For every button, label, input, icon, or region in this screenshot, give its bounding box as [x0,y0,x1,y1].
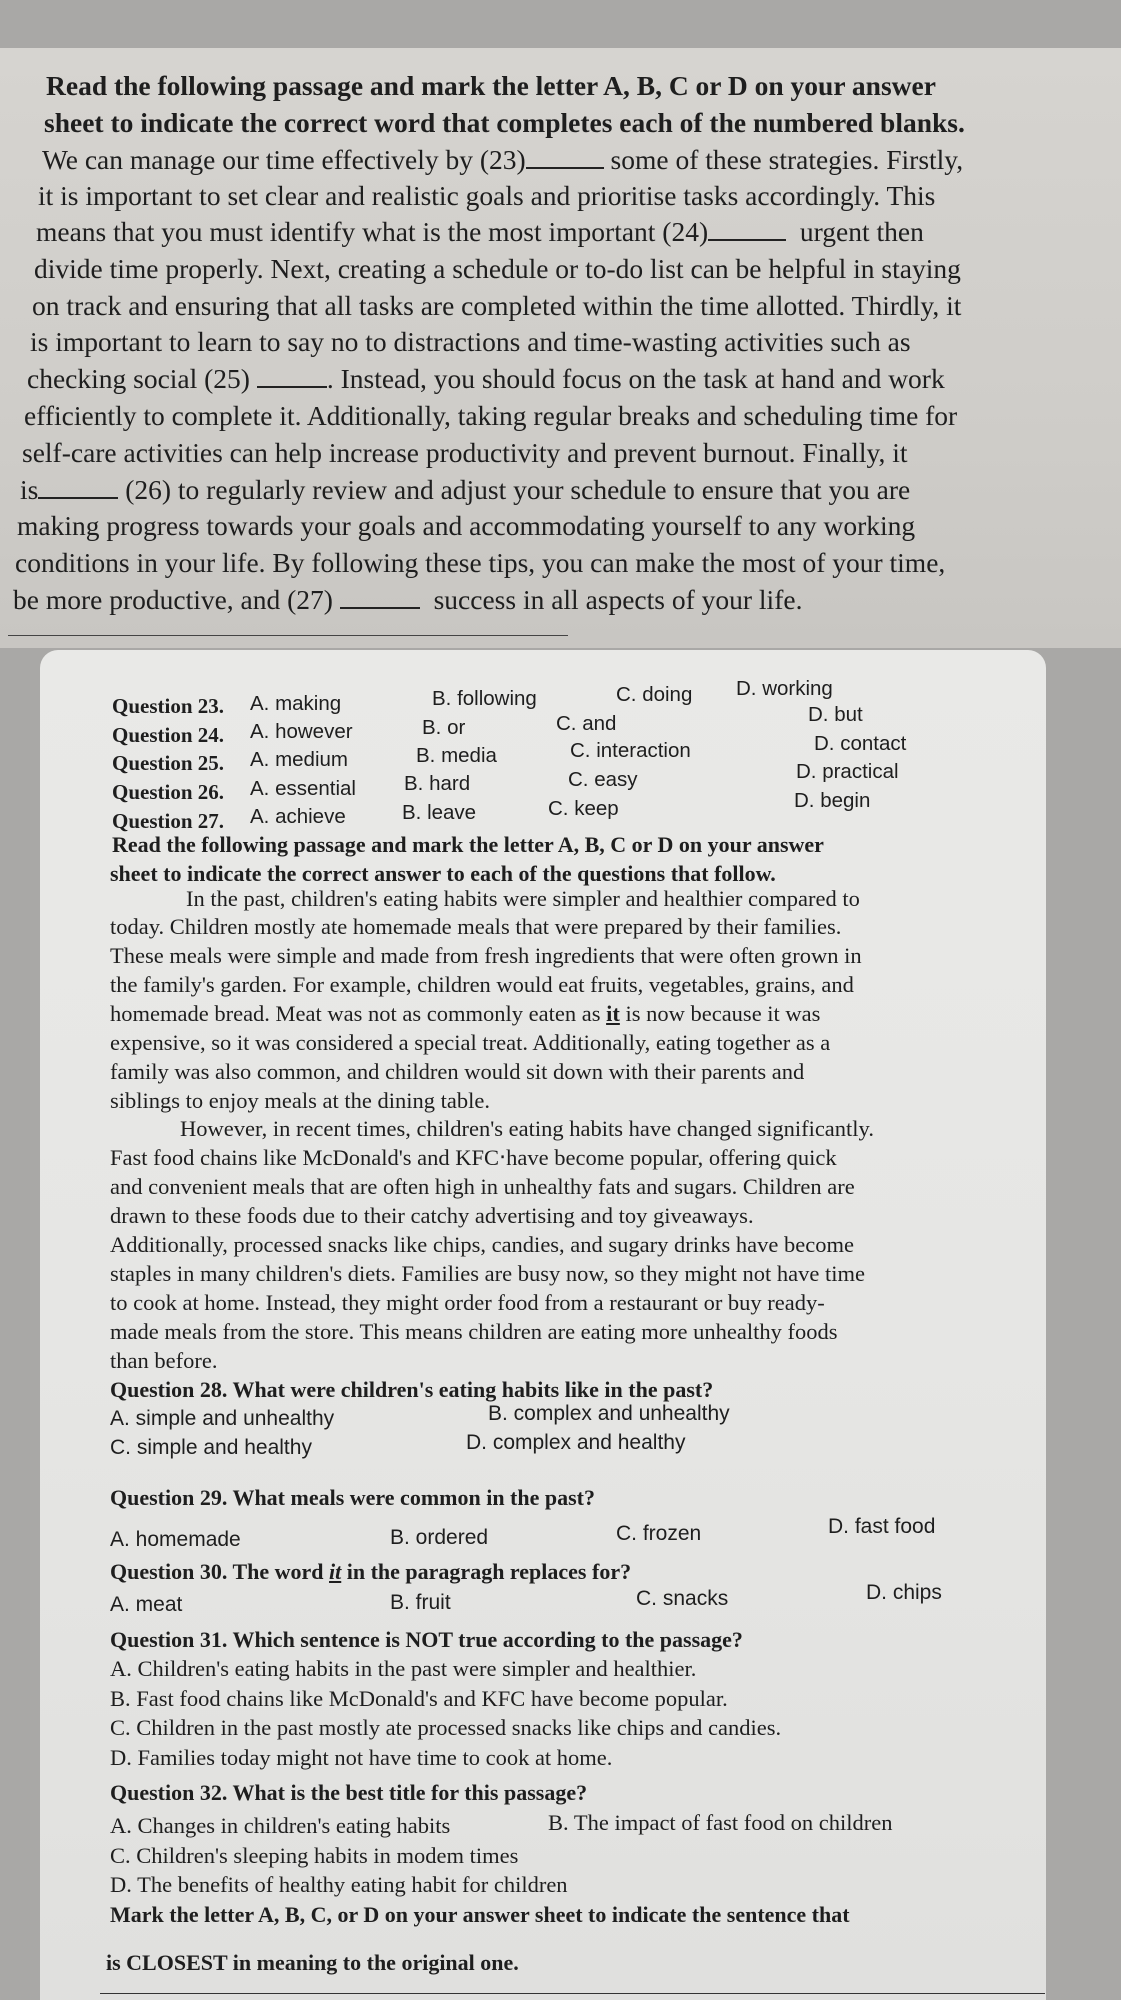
instruction-line-2: sheet to indicate the correct word that completes each of the numbered blanks. [44,107,965,138]
passage-line: divide time properly. Next, creating a schedule or to-do list can be helpful in staying [34,253,961,284]
passage-line: family was also common, and children would sit down with their parents and [110,1059,805,1084]
q31-option-d: D. Families today might not have time to cook at home. [110,1745,613,1770]
blank-23 [526,145,604,169]
instruction-line-1: Read the following passage and mark the letter A, B, C or D on your answer [112,832,824,857]
passage-line: and convenient meals that are often high in unhealthy fats and sugars. Children are [110,1174,855,1199]
passage-line: Additionally, processed snacks like chips, candies, and sugary drinks have become [110,1232,854,1257]
passage-line: drawn to these foods due to their catchy advertising and toy giveaways. [110,1203,754,1228]
q25-option-c: C. interaction [570,739,691,762]
passage-line: In the past, children's eating habits were simpler and healthier compared to [186,886,860,911]
q29-option-d: D. fast food [828,1515,936,1538]
q23-option-a: A. making [250,692,342,715]
q32-option-c: C. Children's sleeping habits in modem times [110,1843,519,1868]
passage-line: These meals were simple and made from fresh ingredients that were often grown in [110,943,862,968]
question-25-label: Question 25. [112,751,225,775]
q28-option-c: C. simple and healthy [110,1436,312,1459]
divider [100,1993,1045,1994]
q24-option-a: A. however [250,720,353,743]
question-32-stem: Question 32. What is the best title for this passage? [110,1780,588,1805]
passage-line: made meals from the store. This means children are eating more unhealthy foods [110,1319,838,1344]
question-27-label: Question 27. [112,809,225,833]
instruction-line-1: Mark the letter A, B, C, or D on your answer sheet to indicate the sentence that [110,1902,850,1927]
instruction-line-1: Read the following passage and mark the letter A, B, C or D on your answer [46,70,936,101]
instruction-line-2: is CLOSEST in meaning to the original one. [106,1950,519,1975]
passage-line: efficiently to complete it. Additionally, taking regular breaks and scheduling time for [24,400,958,431]
q27-option-a: A. achieve [250,805,346,828]
q31-option-b: B. Fast food chains like McDonald's and KFC have become popular. [110,1686,728,1711]
q32-option-d: D. The benefits of healthy eating habit for children [110,1872,568,1897]
q32-option-b: B. The impact of fast food on children [548,1810,893,1835]
question-24-label: Question 24. [112,723,225,747]
q25-option-b: B. media [416,744,497,767]
q26-option-b: B. hard [404,772,471,795]
q24-option-c: C. and [556,712,617,735]
passage-line: is important to learn to say no to distractions and time-wasting activities such as [30,326,911,357]
q31-option-a: A. Children's eating habits in the past were simpler and healthier. [110,1656,697,1681]
q30-option-c: C. snacks [636,1587,729,1610]
q31-option-c: C. Children in the past mostly ate processed snacks like chips and candies. [110,1715,782,1740]
passage-line: expensive, so it was considered a special treat. Additionally, eating together as a [110,1030,831,1055]
blank-24 [708,217,786,241]
q30-option-b: B. fruit [390,1591,451,1614]
question-29-stem: Question 29. What meals were common in the past? [110,1485,596,1510]
q27-option-d: D. begin [794,789,871,812]
passage-line: checking social (25) . Instead, you should focus on the task at hand and work [27,363,945,394]
passage-line: today. Children mostly ate homemade meals that were prepared by their families. [110,914,842,939]
referenced-word: it [606,1001,620,1026]
q24-option-d: D. but [808,703,863,726]
q24-option-b: B. or [422,716,466,739]
blank-27 [340,585,420,609]
passage-line: on track and ensuring that all tasks are completed within the time allotted. Thirdly, it [32,290,962,321]
q23-option-c: C. doing [616,683,693,706]
q27-option-b: B. leave [402,801,477,824]
q30-option-a: A. meat [110,1593,183,1616]
passage-line: self-care activities can help increase productivity and prevent burnout. Finally, it [22,437,908,468]
q32-option-a: A. Changes in children's eating habits [110,1813,451,1838]
passage-line: making progress towards your goals and accommodating yourself to any working [17,510,916,541]
passage-line: to cook at home. Instead, they might order food from a restaurant or buy ready- [110,1290,825,1315]
question-23-label: Question 23. [112,694,225,718]
passage-line: be more productive, and (27) success in all aspects of your life. [13,584,803,615]
q29-option-b: B. ordered [390,1526,489,1549]
blank-26 [38,475,118,499]
passage-line: However, in recent times, children's eating habits have changed significantly. [180,1116,874,1141]
q29-option-c: C. frozen [616,1522,702,1545]
q23-option-d: D. working [736,677,833,700]
passage-line: staples in many children's diets. Families are busy now, so they might not have time [110,1261,865,1286]
q26-option-a: A. essential [250,777,356,800]
q28-option-a: A. simple and unhealthy [110,1407,335,1430]
q29-option-a: A. homemade [110,1528,241,1551]
passage-line: homemade bread. Meat was not as commonly eaten as it is now because it was [110,1001,821,1026]
passage-line: is (26) to regularly review and adjust your schedule to ensure that you are [20,474,911,505]
passage-line: Fast food chains like McDonald's and KFC‧have become popular, offering quick [110,1145,837,1170]
q30-option-d: D. chips [866,1581,942,1604]
passage-line: We can manage our time effectively by (23) some of these strategies. Firstly, [42,144,964,175]
q28-option-b: B. complex and unhealthy [488,1402,730,1425]
question-28-stem: Question 28. What were children's eating habits like in the past? [110,1377,714,1402]
divider [8,635,568,636]
passage-line: it is important to set clear and realistic goals and prioritise tasks accordingly. This [38,180,936,211]
referenced-word: it [329,1559,342,1584]
passage-line: siblings to enjoy meals at the dining table. [110,1088,490,1113]
passage-line: means that you must identify what is the most important (24) urgent then [36,216,924,247]
passage-line: conditions in your life. By following these tips, you can make the most of your time, [15,547,946,578]
q25-option-d: D. contact [814,732,907,755]
passage-line: the family's garden. For example, children would eat fruits, vegetables, grains, and [110,972,854,997]
blank-25 [257,364,327,388]
passage-line: than before. [110,1348,218,1373]
q27-option-c: C. keep [548,797,619,820]
q28-option-d: D. complex and healthy [466,1431,686,1454]
question-26-label: Question 26. [112,780,225,804]
q26-option-c: C. easy [568,768,638,791]
question-31-stem: Question 31. Which sentence is NOT true according to the passage? [110,1627,743,1652]
q26-option-d: D. practical [796,760,899,783]
instruction-line-2: sheet to indicate the correct answer to each of the questions that follow. [110,861,776,886]
q23-option-b: B. following [432,687,537,710]
question-30-stem: Question 30. The word it in the paragragh replaces for? [110,1559,632,1584]
q25-option-a: A. medium [250,748,348,771]
